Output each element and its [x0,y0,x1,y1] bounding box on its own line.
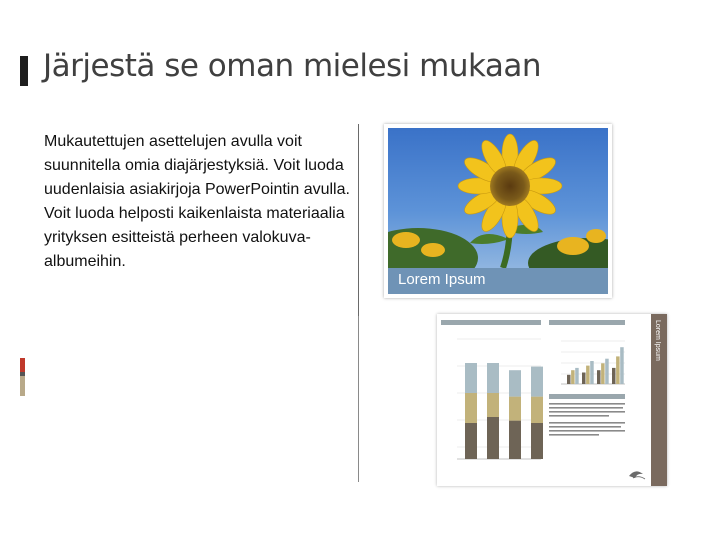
chart-1-bar-3-seg-2 [531,367,543,397]
title-accent-bar [20,56,28,86]
photo-caption: Lorem Ipsum [398,271,486,288]
chart-1-bar-1-seg-0 [487,417,499,459]
chart-2-bar-3-0 [612,368,616,384]
photo-caption-band [388,268,608,294]
chart-2-bar-0-2 [575,368,579,384]
chart-1-bar-0-seg-0 [465,423,477,459]
chart-1-bar-2-seg-2 [509,370,521,396]
marker-red [20,358,25,372]
report-header-bar-right [549,320,625,325]
slide-body-text: Mukautettujen asettelujen avulla voit suunnitella omia diajärjestyksiä. Voit luoda uudenlaisia asiakirjoja PowerPointin avulla. Voit luoda helposti kaikenlaista materiaalia yrityksen esitteistä perheen valokuva-albumeihin. [44,133,350,270]
chart-2-bars [567,347,624,384]
marker-tan [20,376,25,396]
chart-1-bar-3-seg-1 [531,397,543,423]
chart-2-bar-0-1 [571,370,575,384]
report-header-bar-left [441,320,541,325]
report-section-bar [549,394,625,399]
chart-2-bar-2-0 [597,370,601,384]
chart-2-bar-2-2 [605,359,609,384]
chart-1-bar-2-seg-1 [509,397,521,421]
chart-2-bar-1-0 [582,373,586,385]
chart-2-bar-0-0 [567,375,571,384]
chart-1-bar-1-seg-1 [487,393,499,417]
report-page-thumbnail[interactable] [437,314,667,486]
chart-1-bar-1-seg-2 [487,363,499,393]
divider-line-lower [358,316,359,482]
slide-title: Järjestä se oman mielesi mukaan [43,48,542,84]
chart-1-bars [465,363,543,459]
chart-2-bar-2-1 [601,363,605,384]
chart-1-bar-0-seg-1 [465,393,477,423]
photo-card[interactable] [384,124,612,298]
chart-2-bar-3-1 [616,356,620,384]
chart-2-bar-1-1 [586,366,590,384]
report-text-lines [549,403,625,436]
sunflower-photo [388,128,608,268]
chart-1-bar-2-seg-0 [509,421,521,459]
chart-2-bar-3-2 [620,347,624,384]
divider-line-upper [358,124,359,316]
bird-logo-icon [629,471,645,479]
chart-1-bar-3-seg-0 [531,423,543,459]
chart-1-bar-0-seg-2 [465,363,477,393]
report-side-label: Lorem Ipsum [654,320,661,361]
chart-2-bar-1-2 [590,361,594,384]
